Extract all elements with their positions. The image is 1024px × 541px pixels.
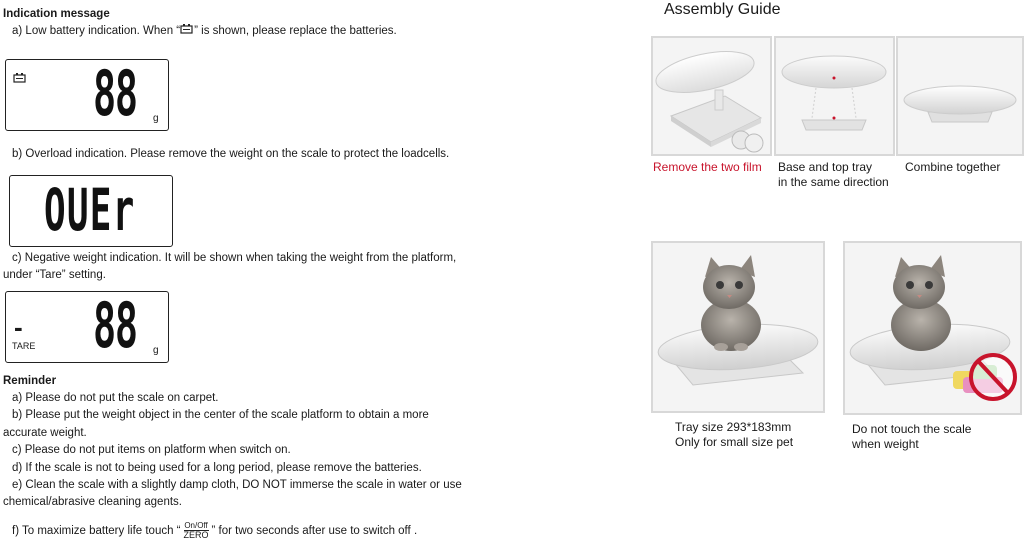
lcd-over-text: OUEr [44, 176, 136, 244]
reminder-a: a) Please do not put the scale on carpet. [12, 392, 219, 404]
low-battery-text-pre: a) Low battery indication. When “ [12, 25, 181, 38]
reminder-f-pre: f) To maximize battery life touch “ [12, 525, 181, 537]
caption-base-tray-line1: Base and top tray [778, 160, 873, 174]
lcd-unit: g [153, 113, 159, 124]
photo-do-not-touch [843, 241, 1022, 415]
caption-do-not-touch-line1: Do not touch the scale [852, 422, 972, 436]
assembly-title: Assembly Guide [664, 1, 781, 18]
caption-tray-size: Tray size 293*183mm [675, 420, 792, 434]
reminder-d: d) If the scale is not to being used for a long period, please remove the batteries. [12, 462, 422, 474]
lcd-display-low-battery [5, 59, 169, 131]
caption-do-not-touch-line2: when weight [852, 437, 919, 451]
caption-small-pet: Only for small size pet [675, 435, 794, 449]
reminder-c: c) Please do not put items on platform when switch on. [12, 444, 291, 456]
lcd-unit: g [153, 345, 159, 356]
reminder-f-post: ” for two seconds after use to switch off . [211, 525, 418, 537]
reminder-title: Reminder [3, 375, 57, 387]
battery-icon [13, 70, 27, 88]
photo-base-and-tray [774, 36, 895, 156]
lcd-display-negative [5, 291, 169, 363]
zero-key-top: On/Off [184, 521, 208, 531]
lcd-digits: 88 [93, 57, 137, 130]
lcd-display-overload [9, 175, 173, 247]
reminder-e-line2: chemical/abrasive cleaning agents. [3, 496, 182, 508]
indication-title: Indication message [3, 8, 110, 20]
reminder-b-line1: b) Please put the weight object in the center of the scale platform to obtain a more [12, 409, 429, 421]
caption-base-tray-line2: in the same direction [778, 175, 889, 189]
zero-key-symbol [184, 522, 209, 539]
caption-combine: Combine together [905, 160, 1001, 174]
lcd-minus-sign: - [14, 312, 23, 342]
low-battery-text-post: ” is shown, please replace the batteries. [194, 25, 397, 38]
reminder-f [12, 521, 417, 541]
negative-text-line2: under “Tare” setting. [3, 269, 106, 281]
lcd-digits: 88 [93, 289, 137, 362]
zero-key-bottom: ZERO [183, 530, 209, 541]
photo-combined-scale [896, 36, 1024, 156]
photo-kitten-on-scale [651, 241, 825, 413]
negative-text-line1: c) Negative weight indication. It will be shown when taking the weight from the platform, [12, 252, 457, 264]
lcd-tare-label: TARE [12, 341, 36, 351]
overload-text: b) Overload indication. Please remove the weight on the scale to protect the loadcells. [12, 148, 450, 160]
low-battery-text [12, 24, 397, 38]
reminder-e-line1: e) Clean the scale with a slightly damp cloth, DO NOT immerse the scale in water or use [12, 479, 462, 491]
reminder-b-line2: accurate weight. [3, 427, 87, 439]
photo-remove-film [651, 36, 772, 156]
caption-remove-film: Remove the two film [653, 160, 762, 174]
battery-icon [180, 24, 194, 38]
